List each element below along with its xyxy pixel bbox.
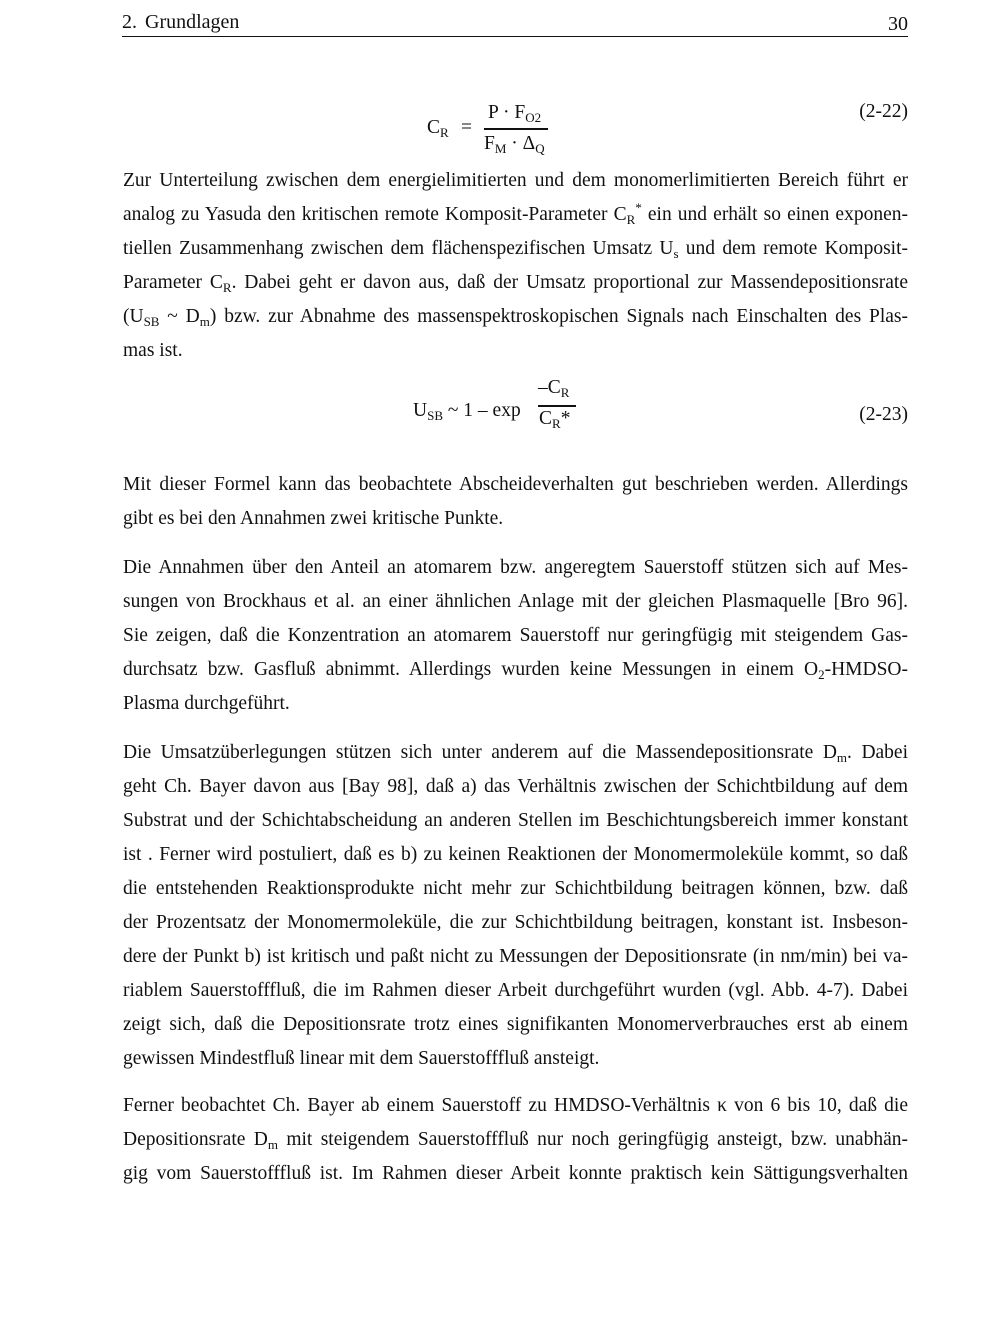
equation-2-23 — [0, 0, 1000, 440]
chapter-title: Grundlagen — [145, 11, 240, 33]
text-line: Plasma durchgeführt. — [123, 693, 290, 714]
text-line: Depositionsrate $D_m$ mit steigendem Sauerstofffluß nur noch geringfügig ansteigt, bzw. unabhän- — [123, 1129, 908, 1152]
equation-number-2-23: (2-23) — [859, 404, 908, 425]
text-line: die entstehenden Reaktionsprodukte nicht mehr zur Schichtbildung beitragen können, bzw. daß — [123, 878, 908, 899]
text-line: gig vom Sauerstofffluß ist. Im Rahmen dieser Arbeit konnte praktisch kein Sättigungsverhalten — [123, 1163, 908, 1184]
fraction-bar — [538, 405, 576, 407]
paragraph-5 — [123, 1089, 908, 1191]
text-line: mas ist. — [123, 340, 183, 361]
text-line: Parameter $C_R$. Dabei geht er davon aus, daß der Umsatz proportional zur Massendepositionsrate — [123, 272, 908, 295]
chapter-number: 2. — [122, 11, 137, 33]
text-line: ($U_{SB}$ ~ $D_m$) bzw. zur Abnahme des massenspektroskopischen Signals nach Einschalten des Plas- — [123, 306, 908, 329]
text-line: zeigt sich, daß die Depositionsrate trotz eines signifikanten Monomerverbrauches erst ab einem — [123, 1014, 908, 1035]
equation-number-2-22: (2-22) — [859, 101, 908, 122]
equation-lhs: $C_R$ — [427, 117, 449, 140]
page-number: 30 — [888, 13, 908, 35]
text-line: riablem Sauerstofffluß, die im Rahmen dieser Arbeit durchgeführt wurden (vgl. Abb. 4-7). Dabei — [123, 980, 908, 1001]
text-line: durchsatz bzw. Gasfluß abnimmt. Allerdings wurden keine Messungen in einem $O_2-HMDSO-$ — [123, 659, 908, 682]
text-line: gibt es bei den Annahmen zwei kritische Punkte. — [123, 508, 504, 529]
text-line: sungen von Brockhaus et al. an einer ähnlichen Anlage mit der gleichen Plasmaquelle [Bro 96]. — [123, 591, 908, 612]
text-line: tiellen Zusammenhang zwischen dem flächenspezifischen Umsatz $U_s$ und dem remote Komposit- — [123, 238, 908, 261]
equation-lhs: $U_{SB}$ ~ 1 – exp — [413, 400, 521, 423]
text-line: Mit dieser Formel kann das beobachtete Abscheideverhalten gut beschrieben werden. Allerdings — [123, 474, 908, 495]
text-line: Substrat und der Schichtabscheidung an anderen Stellen im Beschichtungsbereich immer konstant — [123, 810, 908, 831]
paragraph-3 — [123, 551, 908, 721]
text-line: Die Umsatzüberlegungen stützen sich unter anderem auf die Massendepositionsrate $D_m$. Dabei — [123, 742, 908, 765]
text-line: Ferner beobachtet Ch. Bayer ab einem Sauerstoff zu HMDSO-Verhältnis κ von 6 bis 10, daß die — [123, 1095, 908, 1116]
fraction-numerator: $P \cdot F_{O2}$ — [488, 102, 542, 125]
text-line: Die Annahmen über den Anteil an atomarem bzw. angeregtem Sauerstoff stützen sich auf Mes- — [123, 557, 908, 578]
text-line: dere der Punkt b) ist kritisch und paßt nicht zu Messungen der Depositionsrate (in nm/min) bei va- — [123, 946, 908, 967]
paragraph-2 — [123, 468, 908, 536]
text-line: analog zu Yasuda den kritischen remote Komposit-Parameter $C_R^*$ ein und erhält so einen exponen- — [123, 200, 908, 227]
paragraph-4 — [123, 736, 908, 1076]
fraction-denominator: $C_R*$ — [539, 408, 571, 431]
text-line: geht Ch. Bayer davon aus [Bay 98], daß a) das Verhältnis zwischen der Schichtbildung auf dem — [123, 776, 908, 797]
equation-equals: = — [461, 117, 472, 138]
text-line: ist . Ferner wird postuliert, daß es b) zu keinen Reaktionen der Monomermoleküle kommt, so daß — [123, 844, 908, 865]
fraction-denominator: $F_M \cdot \Delta_Q$ — [484, 133, 545, 156]
text-line: Zur Unterteilung zwischen dem energielimitierten und dem monomerlimitierten Bereich führt er — [123, 170, 908, 191]
fraction-numerator: $-C_R$ — [538, 377, 570, 400]
text-line: der Prozentsatz der Monomermoleküle, die zur Schichtbildung beitragen, konstant ist. Insbeson- — [123, 912, 908, 933]
text-line: Sie zeigen, daß die Konzentration an atomarem Sauerstoff nur geringfügig mit steigendem Gas- — [123, 625, 908, 646]
text-line: gewissen Mindestfluß linear mit dem Sauerstofffluß ansteigt. — [123, 1048, 600, 1069]
